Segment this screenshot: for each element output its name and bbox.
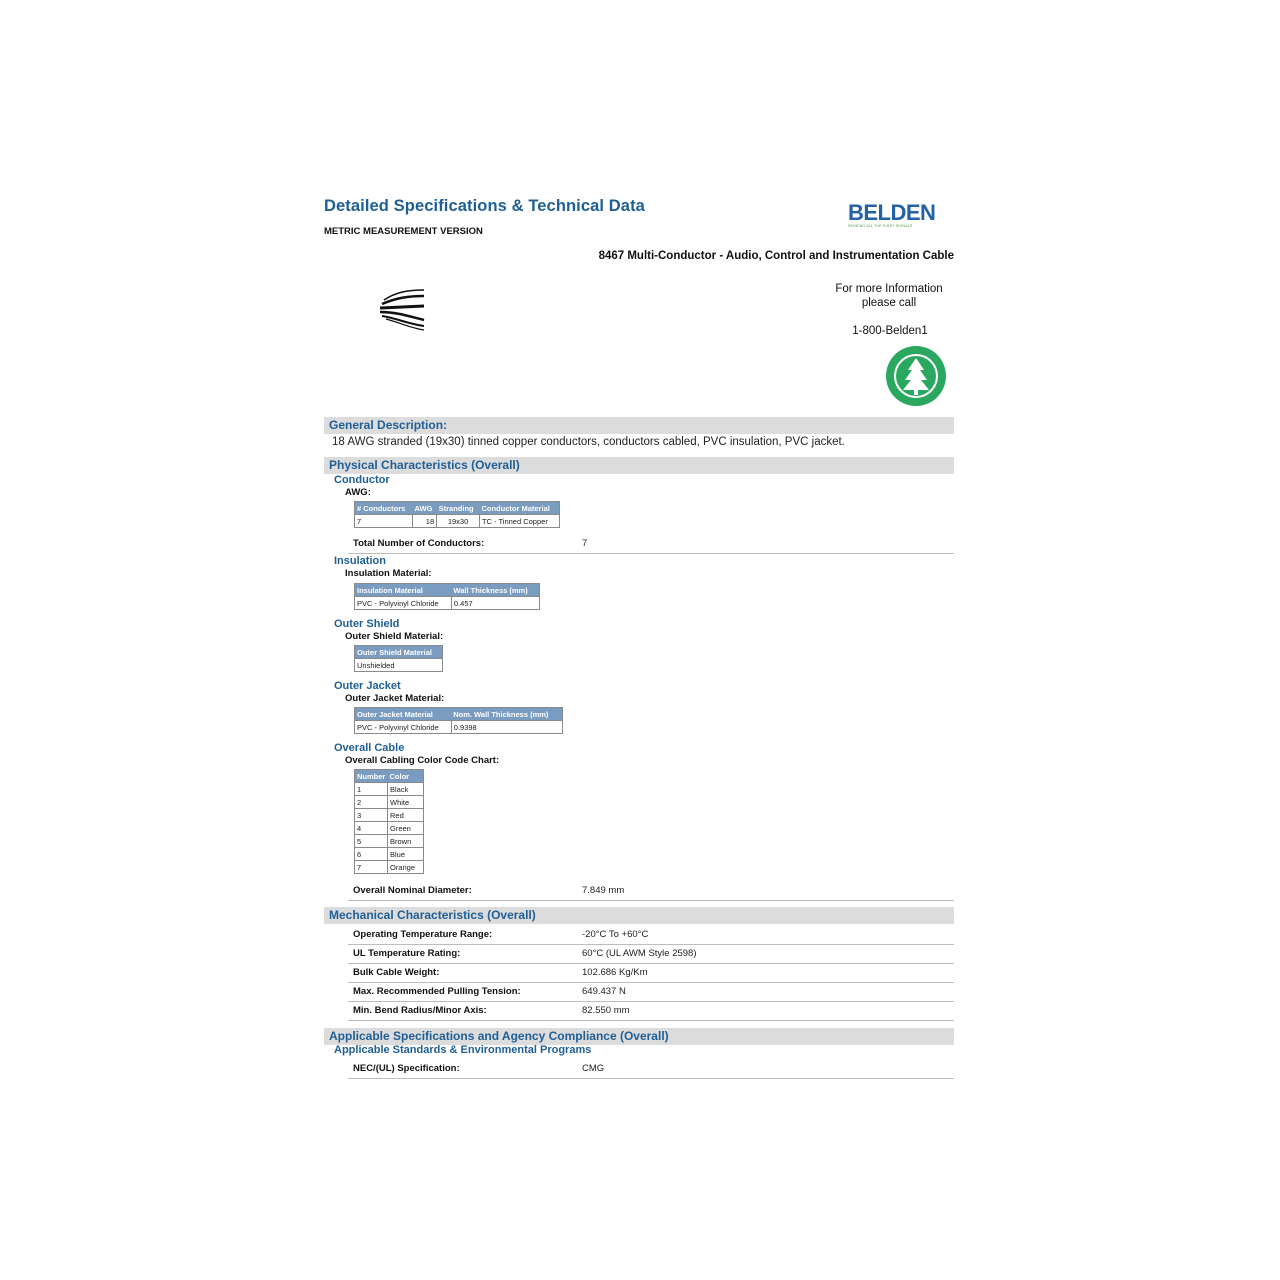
row-value: 7.849 mm <box>582 885 625 896</box>
table-row <box>355 809 424 822</box>
table-row <box>355 721 563 734</box>
table-row <box>355 822 424 835</box>
table-cell: 1 <box>355 783 388 796</box>
outer-shield-table <box>354 645 443 672</box>
physical-characteristics-heading: Physical Characteristics (Overall) <box>329 458 520 472</box>
column-header: Outer Jacket Material <box>355 708 452 721</box>
contact-line-2: please call <box>861 297 917 309</box>
table-cell: 5 <box>355 835 388 848</box>
contact-info <box>824 282 954 310</box>
spec-row <box>348 1059 954 1079</box>
table-row <box>355 597 540 610</box>
general-description-bar <box>324 417 954 434</box>
row-label: Total Number of Conductors: <box>353 538 485 549</box>
table-cell: PVC - Polyvinyl Chloride <box>355 597 452 610</box>
row-value: 60°C (UL AWM Style 2598) <box>582 948 697 959</box>
column-header: Color <box>388 770 424 783</box>
contact-line-1: For more Information <box>835 283 943 295</box>
column-header: Wall Thickness (mm) <box>451 584 539 597</box>
table-cell: TC - Tinned Copper <box>479 515 559 528</box>
outer-jacket-label: Outer Jacket Material: <box>345 693 445 704</box>
mechanical-characteristics-heading: Mechanical Characteristics (Overall) <box>329 908 536 922</box>
row-value: 102.686 Kg/Km <box>582 967 648 978</box>
table-row <box>355 835 424 848</box>
table-cell: White <box>388 796 424 809</box>
row-label: Overall Nominal Diameter: <box>353 885 472 896</box>
table-row <box>355 659 443 672</box>
overall-cable-heading: Overall Cable <box>334 742 405 754</box>
row-value: CMG <box>582 1063 605 1074</box>
conductor-heading: Conductor <box>334 474 390 486</box>
insulation-heading: Insulation <box>334 555 386 567</box>
row-label: NEC/(UL) Specification: <box>353 1063 460 1074</box>
logo-wordmark: BELDEN <box>848 200 936 225</box>
outer-shield-heading: Outer Shield <box>334 618 400 630</box>
spec-row <box>348 944 954 964</box>
table-cell: 0.9398 <box>451 721 562 734</box>
table-cell: 3 <box>355 809 388 822</box>
table-cell: 4 <box>355 822 388 835</box>
table-cell: 2 <box>355 796 388 809</box>
table-cell: Brown <box>388 835 424 848</box>
compliance-heading: Applicable Specifications and Agency Compliance (Overall) <box>329 1029 669 1043</box>
compliance-bar <box>324 1028 954 1045</box>
physical-characteristics-bar <box>324 457 954 474</box>
table-row <box>355 783 424 796</box>
column-header: AWG <box>413 502 437 515</box>
spec-row <box>348 1001 954 1021</box>
column-header: Conductor Material <box>479 502 559 515</box>
column-header: Outer Shield Material <box>355 646 443 659</box>
spec-row <box>348 963 954 983</box>
spec-row <box>348 982 954 1002</box>
outer-jacket-table <box>354 707 563 734</box>
overall-diameter-row <box>348 881 954 901</box>
tree-badge-icon <box>884 344 948 408</box>
belden-logo <box>848 202 940 232</box>
outer-jacket-heading: Outer Jacket <box>334 680 401 692</box>
column-header: Number <box>355 770 388 783</box>
table-cell: Black <box>388 783 424 796</box>
table-cell: 7 <box>355 515 413 528</box>
table-cell: Blue <box>388 848 424 861</box>
row-label: Max. Recommended Pulling Tension: <box>353 986 521 997</box>
row-label: Min. Bend Radius/Minor Axis: <box>353 1005 487 1016</box>
total-conductors-row <box>348 534 954 554</box>
table-row <box>355 515 560 528</box>
standards-heading: Applicable Standards & Environmental Programs <box>334 1044 592 1056</box>
table-row <box>355 796 424 809</box>
column-header: Stranding <box>437 502 480 515</box>
color-code-table <box>354 769 424 874</box>
contact-phone[interactable]: 1-800-Belden1 <box>852 325 928 337</box>
table-cell: Red <box>388 809 424 822</box>
mechanical-characteristics-bar <box>324 907 954 924</box>
row-value: 7 <box>582 538 588 549</box>
general-description-text: 18 AWG stranded (19x30) tinned copper conductors, conductors cabled, PVC insulation, PVC jacket. <box>332 436 845 448</box>
row-label: UL Temperature Rating: <box>353 948 461 959</box>
table-cell: Green <box>388 822 424 835</box>
table-cell: Orange <box>388 861 424 874</box>
row-label: Operating Temperature Range: <box>353 929 493 940</box>
table-cell: Unshielded <box>355 659 443 672</box>
conductor-label: AWG: <box>345 487 371 498</box>
product-title: 8467 Multi-Conductor - Audio, Control and Instrumentation Cable <box>598 250 954 262</box>
table-cell: PVC - Polyvinyl Chloride <box>355 721 452 734</box>
document-subtitle: METRIC MEASUREMENT VERSION <box>324 226 483 237</box>
table-cell: 6 <box>355 848 388 861</box>
row-value: -20°C To +60°C <box>582 929 649 940</box>
document-title: Detailed Specifications & Technical Data <box>324 197 645 215</box>
row-value: 82.550 mm <box>582 1005 630 1016</box>
outer-shield-label: Outer Shield Material: <box>345 631 444 642</box>
row-value: 649.437 N <box>582 986 626 997</box>
logo-tagline: SENDING ALL THE RIGHT SIGNALS <box>848 224 913 228</box>
insulation-table <box>354 583 540 610</box>
table-row <box>355 861 424 874</box>
cable-image <box>378 286 426 332</box>
table-cell: 18 <box>413 515 437 528</box>
column-header: Insulation Material <box>355 584 452 597</box>
table-cell: 7 <box>355 861 388 874</box>
overall-cable-label: Overall Cabling Color Code Chart: <box>345 755 500 766</box>
table-row <box>355 848 424 861</box>
general-description-heading: General Description: <box>329 418 448 432</box>
spec-row <box>348 925 954 945</box>
column-header: Nom. Wall Thickness (mm) <box>451 708 562 721</box>
column-header: # Conductors <box>355 502 413 515</box>
conductor-table <box>354 501 560 528</box>
table-cell: 0.457 <box>451 597 539 610</box>
insulation-label: Insulation Material: <box>345 568 432 579</box>
row-label: Bulk Cable Weight: <box>353 967 440 978</box>
table-cell: 19x30 <box>437 515 480 528</box>
